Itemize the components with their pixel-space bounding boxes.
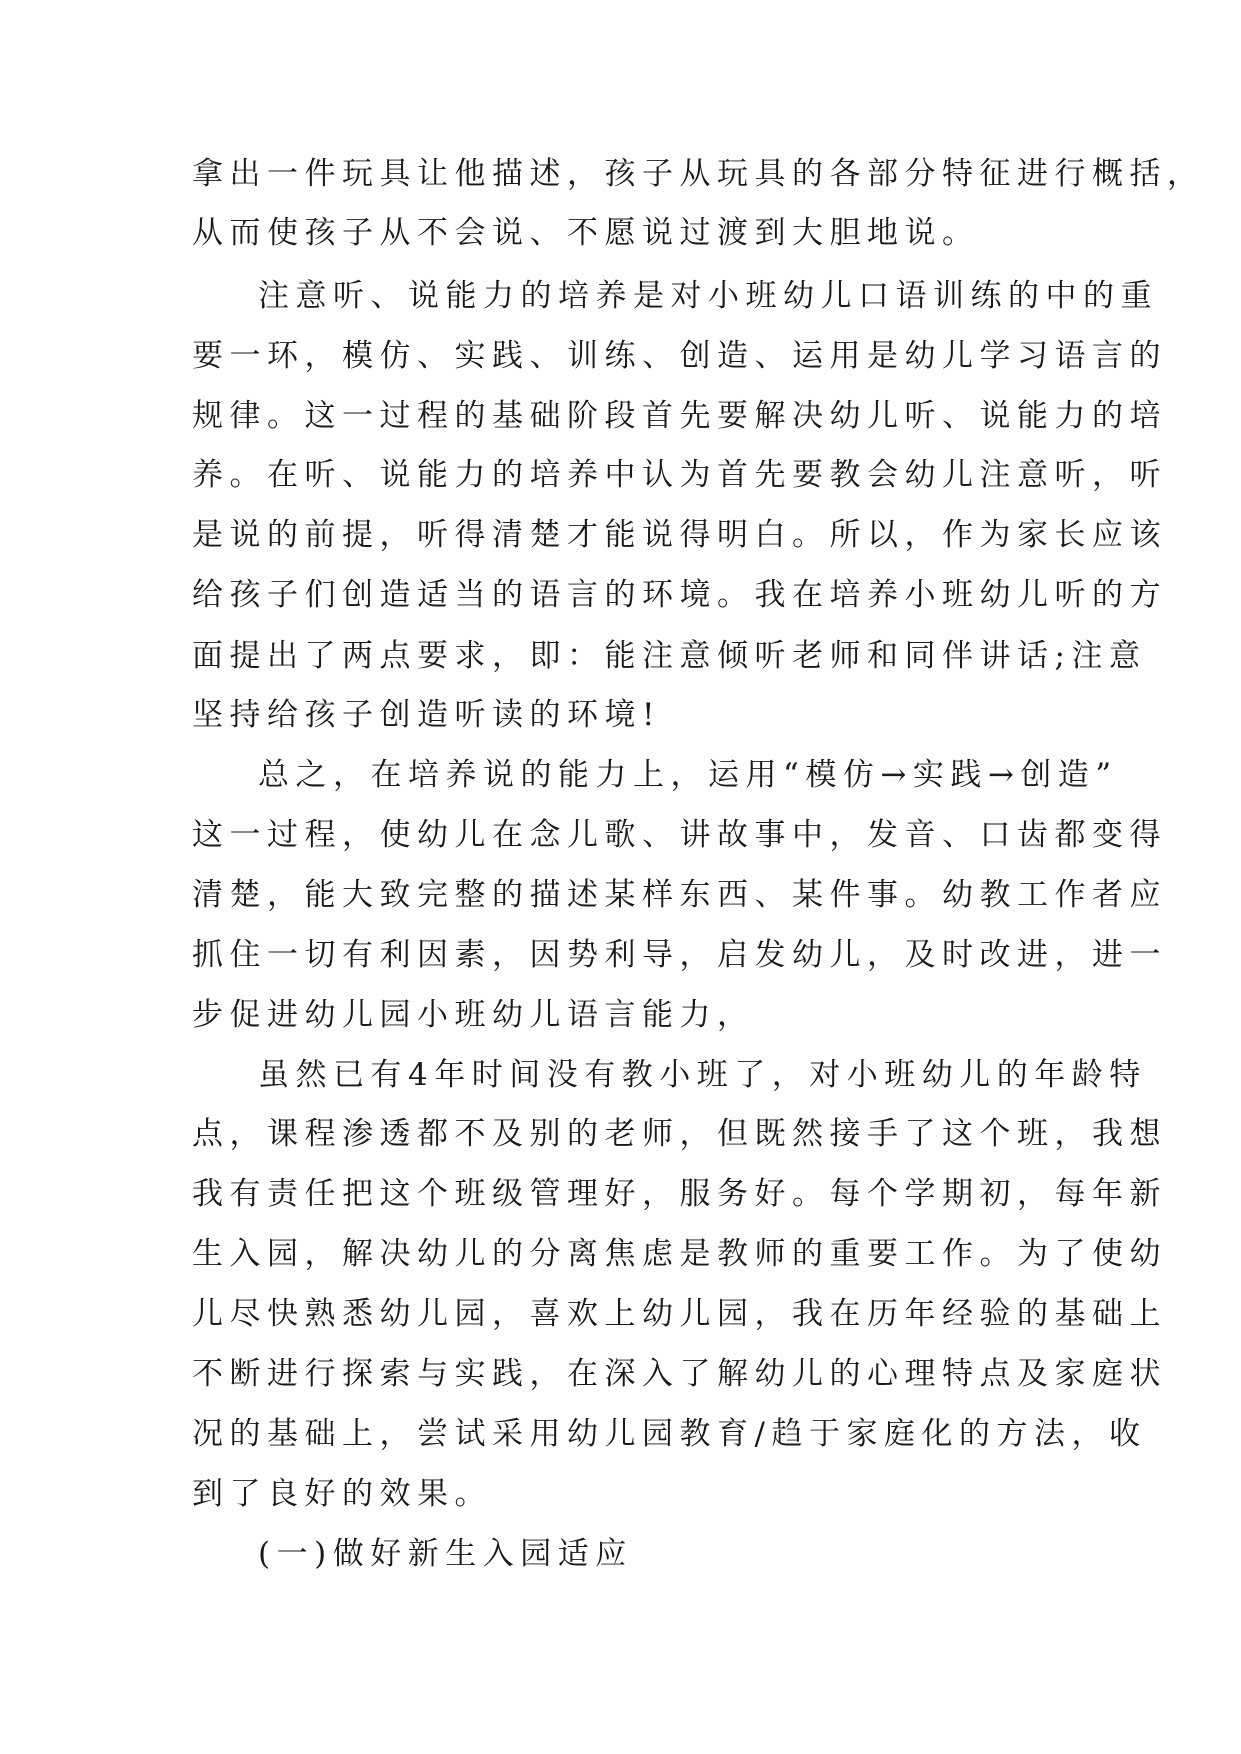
text-line: 到了良好的效果。 <box>192 1476 492 1512</box>
text-line: 面提出了两点要求，即：能注意倾听老师和同伴讲话;注意 <box>192 638 1147 674</box>
text-line: 儿尽快熟悉幼儿园，喜欢上幼儿园，我在历年经验的基础上 <box>192 1296 1167 1332</box>
text-line: 是说的前提，听得清楚才能说得明白。所以，作为家长应该 <box>192 517 1167 553</box>
text-line: 给孩子们创造适当的语言的环境。我在培养小班幼儿听的方 <box>192 577 1167 613</box>
text-line: 这一过程，使幼儿在念儿歌、讲故事中，发音、口齿都变得 <box>192 817 1167 853</box>
text-line: 养。在听、说能力的培养中认为首先要教会幼儿注意听，听 <box>192 457 1167 493</box>
text-line: 不断进行探索与实践，在深入了解幼儿的心理特点及家庭状 <box>192 1356 1167 1392</box>
text-line: 从而使孩子从不会说、不愿说过渡到大胆地说。 <box>192 215 980 251</box>
text-line: 步促进幼儿园小班幼儿语言能力， <box>192 997 755 1033</box>
text-line: 我有责任把这个班级管理好，服务好。每个学期初，每年新 <box>192 1176 1167 1212</box>
text-line: 要一环，模仿、实践、训练、创造、运用是幼儿学习语言的 <box>192 338 1167 374</box>
text-line: 拿出一件玩具让他描述，孩子从玩具的各部分特征进行概括， <box>192 156 1205 192</box>
text-line: 抓住一切有利因素，因势利导，启发幼儿，及时改进，进一 <box>192 937 1167 973</box>
text-line: 点，课程渗透都不及别的老师，但既然接手了这个班，我想 <box>192 1116 1167 1152</box>
paragraph-start-line: 总之，在培养说的能力上，运用“模仿→实践→创造” <box>258 757 1118 793</box>
section-heading: (一)做好新生入园适应 <box>258 1536 633 1572</box>
text-line: 生入园，解决幼儿的分离焦虑是教师的重要工作。为了使幼 <box>192 1236 1167 1272</box>
text-line: 清楚，能大致完整的描述某样东西、某件事。幼教工作者应 <box>192 877 1167 913</box>
text-line: 规律。这一过程的基础阶段首先要解决幼儿听、说能力的培 <box>192 398 1167 434</box>
paragraph-start-line: 虽然已有4年时间没有教小班了，对小班幼儿的年龄特 <box>258 1057 1147 1093</box>
text-line: 坚持给孩子创造听读的环境! <box>192 697 661 733</box>
text-line: 况的基础上，尝试采用幼儿园教育/趋于家庭化的方法，收 <box>192 1416 1147 1452</box>
paragraph-start-line: 注意听、说能力的培养是对小班幼儿口语训练的中的重 <box>258 278 1158 314</box>
